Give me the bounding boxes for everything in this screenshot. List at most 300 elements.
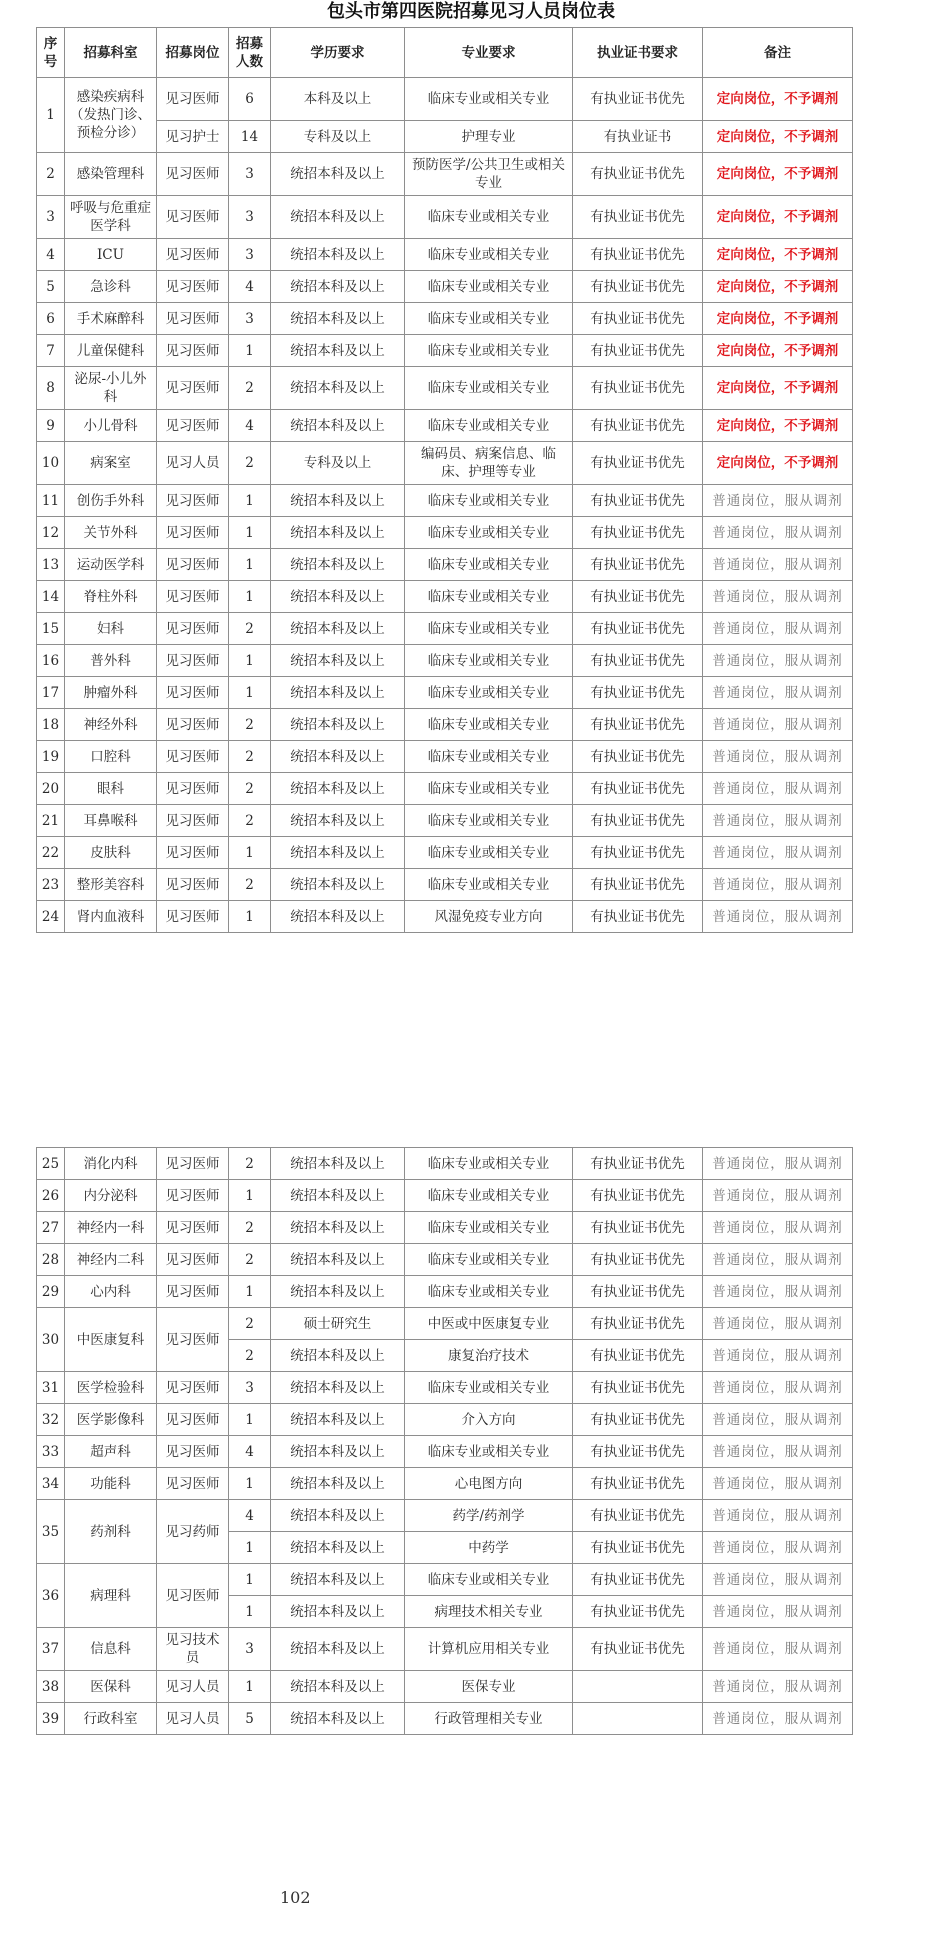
cell-major: 康复治疗技术 [405, 1340, 573, 1372]
cell-count: 1 [229, 517, 271, 549]
cell-major: 临床专业或相关专业 [405, 410, 573, 442]
cell-remark: 普通岗位，服从调剂 [703, 709, 853, 741]
table-row [37, 1180, 853, 1212]
cell-department: 手术麻醉科 [65, 303, 157, 335]
header-position: 招募岗位 [157, 28, 229, 78]
cell-education: 统招本科及以上 [271, 773, 405, 805]
table-row [37, 901, 853, 933]
cell-major: 临床专业或相关专业 [405, 1436, 573, 1468]
cell-major: 风湿免疫专业方向 [405, 901, 573, 933]
table-row [37, 367, 853, 410]
cell-count: 1 [229, 1596, 271, 1628]
cell-position: 见习医师 [157, 581, 229, 613]
cell-major: 临床专业或相关专业 [405, 1372, 573, 1404]
cell-index: 35 [37, 1500, 65, 1564]
cell-position: 见习医师 [157, 1308, 229, 1372]
cell-department: 行政科室 [65, 1703, 157, 1735]
cell-remark: 普通岗位，服从调剂 [703, 869, 853, 901]
cell-index: 10 [37, 442, 65, 485]
cell-position: 见习医师 [157, 78, 229, 121]
cell-department: 超声科 [65, 1436, 157, 1468]
cell-major: 医保专业 [405, 1671, 573, 1703]
cell-education: 统招本科及以上 [271, 645, 405, 677]
cell-index: 17 [37, 677, 65, 709]
cell-remark: 普通岗位，服从调剂 [703, 613, 853, 645]
cell-position: 见习医师 [157, 549, 229, 581]
cell-index: 34 [37, 1468, 65, 1500]
cell-position: 见习医师 [157, 1148, 229, 1180]
cell-count: 2 [229, 773, 271, 805]
cell-education: 统招本科及以上 [271, 153, 405, 196]
cell-remark: 定向岗位，不予调剂 [703, 196, 853, 239]
header-certificate: 执业证书要求 [573, 28, 703, 78]
cell-index: 29 [37, 1276, 65, 1308]
table-row [37, 645, 853, 677]
cell-certificate: 有执业证书优先 [573, 1372, 703, 1404]
cell-education: 统招本科及以上 [271, 1404, 405, 1436]
cell-certificate: 有执业证书优先 [573, 1180, 703, 1212]
cell-remark: 定向岗位，不予调剂 [703, 303, 853, 335]
cell-department: 肾内血液科 [65, 901, 157, 933]
table-row [37, 549, 853, 581]
positions-table-part1 [36, 27, 853, 933]
cell-position: 见习医师 [157, 485, 229, 517]
cell-education: 统招本科及以上 [271, 1340, 405, 1372]
cell-count: 3 [229, 239, 271, 271]
cell-index: 32 [37, 1404, 65, 1436]
cell-index: 14 [37, 581, 65, 613]
cell-count: 1 [229, 645, 271, 677]
header-education: 学历要求 [271, 28, 405, 78]
cell-department: 创伤手外科 [65, 485, 157, 517]
cell-major: 护理专业 [405, 121, 573, 153]
cell-position: 见习医师 [157, 1468, 229, 1500]
cell-remark: 普通岗位，服从调剂 [703, 1148, 853, 1180]
cell-certificate: 有执业证书优先 [573, 1596, 703, 1628]
cell-index: 27 [37, 1212, 65, 1244]
cell-remark: 普通岗位，服从调剂 [703, 1404, 853, 1436]
cell-education: 统招本科及以上 [271, 901, 405, 933]
page-title: 包头市第四医院招募见习人员岗位表 [327, 1, 615, 22]
cell-remark: 普通岗位，服从调剂 [703, 1671, 853, 1703]
cell-position: 见习医师 [157, 1372, 229, 1404]
cell-department: 呼吸与危重症医学科 [65, 196, 157, 239]
cell-count: 1 [229, 1671, 271, 1703]
cell-index: 26 [37, 1180, 65, 1212]
header-index: 序号 [37, 28, 65, 78]
cell-education: 统招本科及以上 [271, 741, 405, 773]
cell-remark: 定向岗位，不予调剂 [703, 121, 853, 153]
table-row [37, 1628, 853, 1671]
cell-index: 33 [37, 1436, 65, 1468]
cell-major: 计算机应用相关专业 [405, 1628, 573, 1671]
cell-position: 见习医师 [157, 709, 229, 741]
cell-certificate: 有执业证书优先 [573, 239, 703, 271]
cell-count: 1 [229, 677, 271, 709]
table-row [37, 1244, 853, 1276]
cell-certificate: 有执业证书优先 [573, 1500, 703, 1532]
cell-certificate: 有执业证书优先 [573, 1404, 703, 1436]
cell-position: 见习药师 [157, 1500, 229, 1564]
cell-remark: 普通岗位，服从调剂 [703, 1212, 853, 1244]
table-row [37, 442, 853, 485]
cell-position: 见习医师 [157, 677, 229, 709]
cell-remark: 普通岗位，服从调剂 [703, 581, 853, 613]
cell-position: 见习医师 [157, 1212, 229, 1244]
cell-index: 8 [37, 367, 65, 410]
cell-major: 临床专业或相关专业 [405, 549, 573, 581]
cell-certificate: 有执业证书优先 [573, 367, 703, 410]
cell-department: 功能科 [65, 1468, 157, 1500]
cell-major: 临床专业或相关专业 [405, 1212, 573, 1244]
cell-major: 临床专业或相关专业 [405, 773, 573, 805]
cell-position: 见习医师 [157, 1244, 229, 1276]
cell-count: 2 [229, 805, 271, 837]
cell-education: 统招本科及以上 [271, 1244, 405, 1276]
cell-count: 1 [229, 1532, 271, 1564]
cell-remark: 普通岗位，服从调剂 [703, 1244, 853, 1276]
cell-certificate: 有执业证书优先 [573, 1276, 703, 1308]
cell-department: 小儿骨科 [65, 410, 157, 442]
cell-certificate: 有执业证书优先 [573, 805, 703, 837]
cell-major: 临床专业或相关专业 [405, 196, 573, 239]
cell-position: 见习医师 [157, 196, 229, 239]
cell-department: 神经外科 [65, 709, 157, 741]
cell-remark: 定向岗位，不予调剂 [703, 153, 853, 196]
table-row [37, 581, 853, 613]
table-row [37, 837, 853, 869]
table-row [37, 1468, 853, 1500]
cell-department: 中医康复科 [65, 1308, 157, 1372]
cell-count: 6 [229, 78, 271, 121]
cell-department: 关节外科 [65, 517, 157, 549]
cell-certificate: 有执业证书优先 [573, 901, 703, 933]
cell-major: 临床专业或相关专业 [405, 1276, 573, 1308]
cell-department: 药剂科 [65, 1500, 157, 1564]
cell-education: 统招本科及以上 [271, 1671, 405, 1703]
cell-index: 13 [37, 549, 65, 581]
cell-certificate: 有执业证书优先 [573, 1340, 703, 1372]
cell-certificate: 有执业证书优先 [573, 410, 703, 442]
cell-position: 见习医师 [157, 1564, 229, 1628]
table-row [37, 1308, 853, 1340]
cell-remark: 普通岗位，服从调剂 [703, 485, 853, 517]
table-row [37, 517, 853, 549]
table-row [37, 271, 853, 303]
cell-index: 19 [37, 741, 65, 773]
cell-index: 1 [37, 78, 65, 153]
cell-index: 22 [37, 837, 65, 869]
cell-index: 16 [37, 645, 65, 677]
cell-major: 临床专业或相关专业 [405, 1244, 573, 1276]
table-header-row [37, 28, 853, 78]
cell-education: 统招本科及以上 [271, 1372, 405, 1404]
cell-count: 1 [229, 485, 271, 517]
cell-major: 临床专业或相关专业 [405, 741, 573, 773]
cell-certificate: 有执业证书优先 [573, 1436, 703, 1468]
cell-department: 皮肤科 [65, 837, 157, 869]
cell-major: 编码员、病案信息、临床、护理等专业 [405, 442, 573, 485]
table-row [37, 1148, 853, 1180]
cell-index: 20 [37, 773, 65, 805]
cell-certificate: 有执业证书优先 [573, 1532, 703, 1564]
cell-certificate: 有执业证书优先 [573, 485, 703, 517]
cell-department: 消化内科 [65, 1148, 157, 1180]
cell-position: 见习医师 [157, 645, 229, 677]
header-remark: 备注 [703, 28, 853, 78]
cell-major: 临床专业或相关专业 [405, 869, 573, 901]
table-row [37, 1276, 853, 1308]
header-major: 专业要求 [405, 28, 573, 78]
cell-remark: 定向岗位，不予调剂 [703, 239, 853, 271]
table-row [37, 196, 853, 239]
cell-major: 临床专业或相关专业 [405, 485, 573, 517]
cell-major: 临床专业或相关专业 [405, 581, 573, 613]
cell-certificate: 有执业证书优先 [573, 869, 703, 901]
cell-index: 9 [37, 410, 65, 442]
cell-certificate: 有执业证书优先 [573, 153, 703, 196]
cell-position: 见习医师 [157, 741, 229, 773]
cell-remark: 普通岗位，服从调剂 [703, 1308, 853, 1340]
page-number: 102 [280, 1888, 311, 1907]
cell-department: 整形美容科 [65, 869, 157, 901]
cell-certificate: 有执业证书 [573, 121, 703, 153]
cell-count: 3 [229, 1372, 271, 1404]
cell-certificate: 有执业证书优先 [573, 271, 703, 303]
cell-major: 临床专业或相关专业 [405, 613, 573, 645]
cell-major: 临床专业或相关专业 [405, 1180, 573, 1212]
cell-education: 统招本科及以上 [271, 1276, 405, 1308]
cell-department: 感染管理科 [65, 153, 157, 196]
cell-count: 2 [229, 1148, 271, 1180]
cell-major: 中药学 [405, 1532, 573, 1564]
cell-count: 2 [229, 442, 271, 485]
cell-remark: 普通岗位，服从调剂 [703, 901, 853, 933]
cell-department: 感染疾病科（发热门诊、预检分诊） [65, 78, 157, 153]
cell-certificate [573, 1671, 703, 1703]
cell-remark: 定向岗位，不予调剂 [703, 367, 853, 410]
cell-index: 25 [37, 1148, 65, 1180]
cell-major: 心电图方向 [405, 1468, 573, 1500]
cell-count: 3 [229, 303, 271, 335]
cell-count: 2 [229, 869, 271, 901]
cell-remark: 定向岗位，不予调剂 [703, 335, 853, 367]
cell-remark: 普通岗位，服从调剂 [703, 1340, 853, 1372]
cell-remark: 普通岗位，服从调剂 [703, 549, 853, 581]
cell-department: 医保科 [65, 1671, 157, 1703]
cell-certificate: 有执业证书优先 [573, 613, 703, 645]
cell-index: 18 [37, 709, 65, 741]
cell-position: 见习医师 [157, 303, 229, 335]
cell-major: 预防医学/公共卫生或相关专业 [405, 153, 573, 196]
cell-education: 统招本科及以上 [271, 709, 405, 741]
cell-count: 2 [229, 709, 271, 741]
table-row [37, 410, 853, 442]
cell-department: 口腔科 [65, 741, 157, 773]
cell-count: 1 [229, 1564, 271, 1596]
cell-education: 统招本科及以上 [271, 1703, 405, 1735]
cell-department: ICU [65, 239, 157, 271]
cell-education: 统招本科及以上 [271, 196, 405, 239]
cell-department: 儿童保健科 [65, 335, 157, 367]
cell-education: 统招本科及以上 [271, 335, 405, 367]
cell-remark: 普通岗位，服从调剂 [703, 1276, 853, 1308]
cell-remark: 普通岗位，服从调剂 [703, 1468, 853, 1500]
cell-index: 30 [37, 1308, 65, 1372]
cell-index: 36 [37, 1564, 65, 1628]
table-row [37, 485, 853, 517]
cell-department: 病案室 [65, 442, 157, 485]
table-row [37, 613, 853, 645]
header-department: 招募科室 [65, 28, 157, 78]
cell-department: 耳鼻喉科 [65, 805, 157, 837]
cell-index: 15 [37, 613, 65, 645]
cell-certificate: 有执业证书优先 [573, 741, 703, 773]
cell-certificate: 有执业证书优先 [573, 1628, 703, 1671]
cell-remark: 普通岗位，服从调剂 [703, 1180, 853, 1212]
cell-certificate: 有执业证书优先 [573, 517, 703, 549]
cell-certificate: 有执业证书优先 [573, 709, 703, 741]
cell-index: 4 [37, 239, 65, 271]
cell-education: 统招本科及以上 [271, 517, 405, 549]
cell-department: 眼科 [65, 773, 157, 805]
cell-index: 21 [37, 805, 65, 837]
cell-count: 1 [229, 1276, 271, 1308]
cell-remark: 普通岗位，服从调剂 [703, 837, 853, 869]
table-row [37, 1703, 853, 1735]
cell-certificate: 有执业证书优先 [573, 773, 703, 805]
cell-certificate: 有执业证书优先 [573, 442, 703, 485]
cell-certificate: 有执业证书优先 [573, 645, 703, 677]
cell-position: 见习医师 [157, 837, 229, 869]
cell-certificate: 有执业证书优先 [573, 549, 703, 581]
cell-certificate: 有执业证书优先 [573, 1564, 703, 1596]
cell-index: 37 [37, 1628, 65, 1671]
table-row [37, 78, 853, 121]
cell-department: 病理科 [65, 1564, 157, 1628]
cell-education: 统招本科及以上 [271, 837, 405, 869]
cell-count: 4 [229, 1436, 271, 1468]
cell-count: 1 [229, 901, 271, 933]
table-row [37, 1436, 853, 1468]
table-row [37, 1671, 853, 1703]
cell-education: 统招本科及以上 [271, 303, 405, 335]
cell-education: 统招本科及以上 [271, 869, 405, 901]
cell-department: 医学检验科 [65, 1372, 157, 1404]
cell-certificate: 有执业证书优先 [573, 1308, 703, 1340]
cell-index: 2 [37, 153, 65, 196]
cell-position: 见习医师 [157, 805, 229, 837]
cell-education: 统招本科及以上 [271, 1180, 405, 1212]
cell-remark: 普通岗位，服从调剂 [703, 773, 853, 805]
table-row [37, 239, 853, 271]
cell-position: 见习医师 [157, 517, 229, 549]
cell-position: 见习医师 [157, 1436, 229, 1468]
cell-index: 6 [37, 303, 65, 335]
cell-count: 2 [229, 613, 271, 645]
table-row [37, 1212, 853, 1244]
cell-major: 临床专业或相关专业 [405, 805, 573, 837]
table-row [37, 805, 853, 837]
cell-count: 4 [229, 271, 271, 303]
cell-position: 见习医师 [157, 153, 229, 196]
cell-department: 普外科 [65, 645, 157, 677]
cell-count: 2 [229, 1212, 271, 1244]
cell-count: 1 [229, 1404, 271, 1436]
cell-index: 7 [37, 335, 65, 367]
cell-certificate: 有执业证书优先 [573, 303, 703, 335]
cell-count: 4 [229, 410, 271, 442]
cell-certificate: 有执业证书优先 [573, 1148, 703, 1180]
cell-major: 介入方向 [405, 1404, 573, 1436]
cell-education: 统招本科及以上 [271, 1596, 405, 1628]
cell-major: 临床专业或相关专业 [405, 303, 573, 335]
cell-position: 见习医师 [157, 869, 229, 901]
cell-position: 见习医师 [157, 1180, 229, 1212]
positions-table-part2 [36, 1147, 853, 1735]
cell-count: 5 [229, 1703, 271, 1735]
cell-department: 妇科 [65, 613, 157, 645]
cell-department: 心内科 [65, 1276, 157, 1308]
cell-major: 临床专业或相关专业 [405, 517, 573, 549]
cell-department: 神经内一科 [65, 1212, 157, 1244]
cell-major: 临床专业或相关专业 [405, 677, 573, 709]
cell-count: 1 [229, 549, 271, 581]
cell-education: 统招本科及以上 [271, 410, 405, 442]
cell-education: 统招本科及以上 [271, 367, 405, 410]
cell-count: 3 [229, 196, 271, 239]
cell-count: 1 [229, 1180, 271, 1212]
cell-education: 硕士研究生 [271, 1308, 405, 1340]
cell-education: 统招本科及以上 [271, 1468, 405, 1500]
cell-position: 见习医师 [157, 613, 229, 645]
cell-certificate: 有执业证书优先 [573, 78, 703, 121]
cell-count: 1 [229, 335, 271, 367]
cell-education: 本科及以上 [271, 78, 405, 121]
cell-position: 见习医师 [157, 1276, 229, 1308]
cell-position: 见习人员 [157, 1703, 229, 1735]
cell-position: 见习医师 [157, 271, 229, 303]
cell-count: 1 [229, 581, 271, 613]
table-row [37, 303, 853, 335]
table-row [37, 741, 853, 773]
cell-remark: 普通岗位，服从调剂 [703, 677, 853, 709]
cell-major: 临床专业或相关专业 [405, 645, 573, 677]
cell-department: 医学影像科 [65, 1404, 157, 1436]
cell-education: 专科及以上 [271, 442, 405, 485]
table-row [37, 677, 853, 709]
cell-remark: 定向岗位，不予调剂 [703, 271, 853, 303]
cell-certificate: 有执业证书优先 [573, 581, 703, 613]
table-row [37, 1564, 853, 1596]
cell-count: 2 [229, 1308, 271, 1340]
cell-index: 31 [37, 1372, 65, 1404]
cell-certificate [573, 1703, 703, 1735]
cell-education: 统招本科及以上 [271, 1628, 405, 1671]
cell-remark: 普通岗位，服从调剂 [703, 741, 853, 773]
cell-index: 39 [37, 1703, 65, 1735]
cell-certificate: 有执业证书优先 [573, 196, 703, 239]
header-count: 招募人数 [229, 28, 271, 78]
table-row [37, 121, 853, 153]
cell-index: 11 [37, 485, 65, 517]
cell-remark: 普通岗位，服从调剂 [703, 1436, 853, 1468]
cell-department: 神经内二科 [65, 1244, 157, 1276]
cell-education: 统招本科及以上 [271, 805, 405, 837]
cell-education: 统招本科及以上 [271, 1148, 405, 1180]
cell-major: 临床专业或相关专业 [405, 335, 573, 367]
cell-remark: 普通岗位，服从调剂 [703, 1596, 853, 1628]
